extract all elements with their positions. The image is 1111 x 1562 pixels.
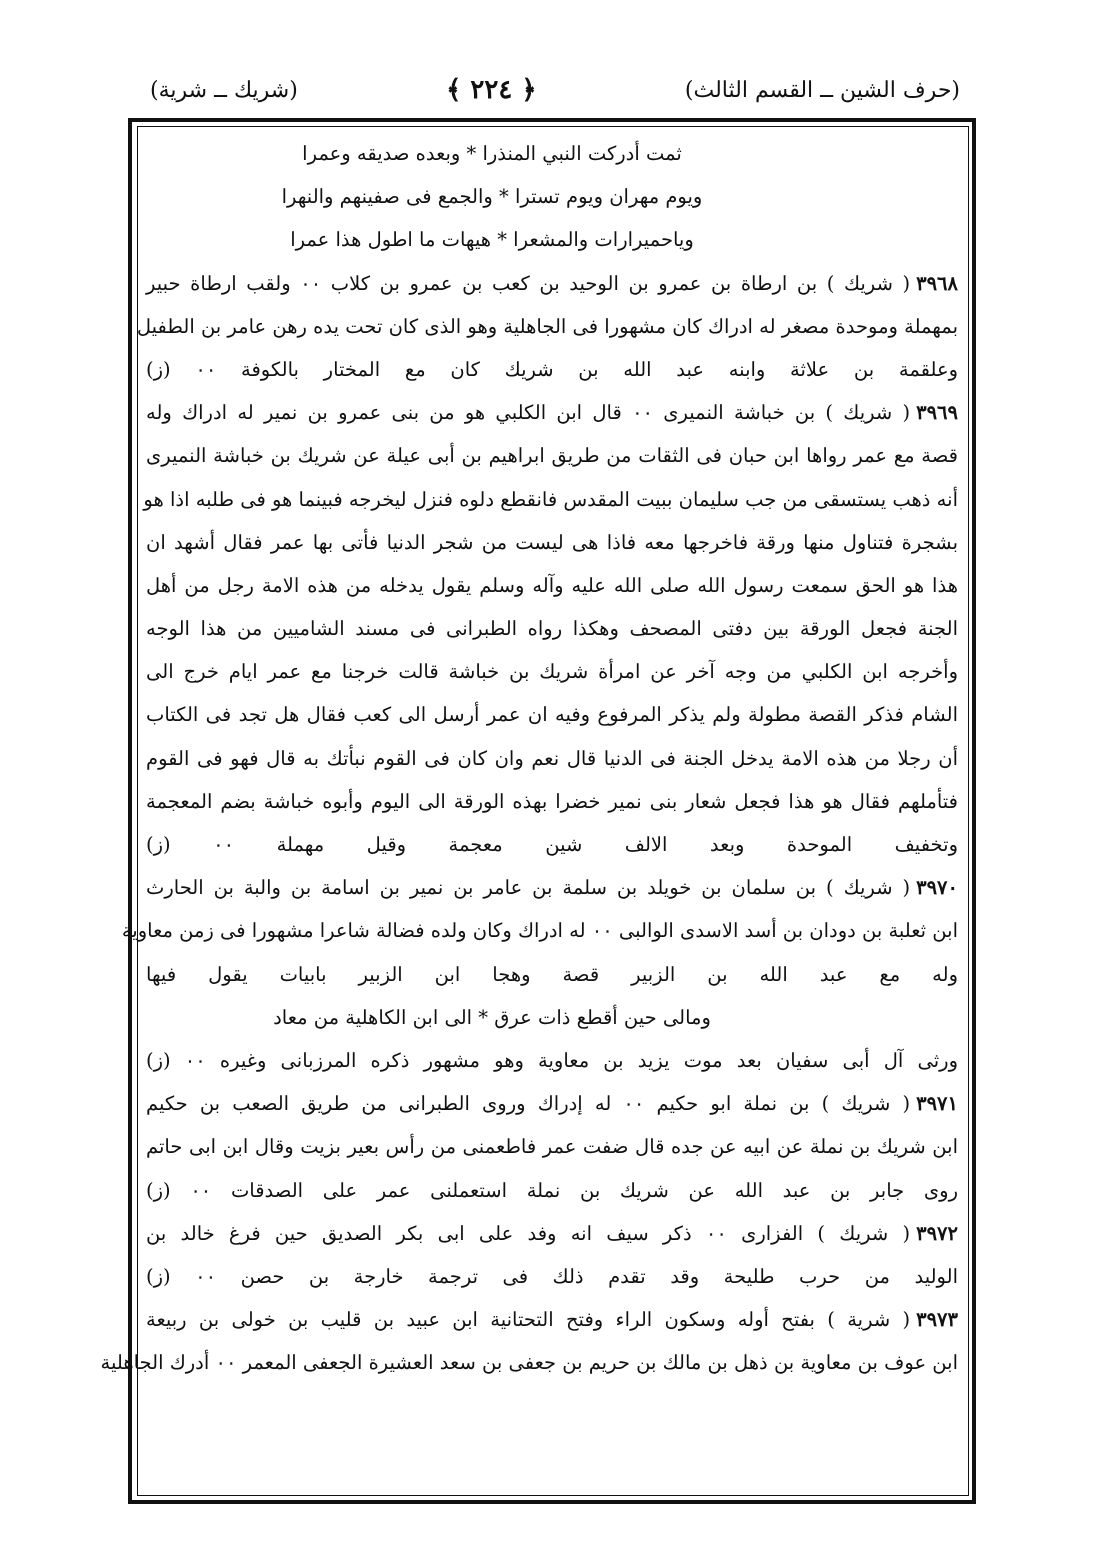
line-text: الشام فذكر القصة مطولة ولم يذكر المرفوع وفيه ان عمر أرسل الى كعب فقال هل تجد فى الكتاب	[146, 703, 958, 727]
line-text: وتخفيف الموحدة وبعد الالف شين معجمة وقيل مهملة ٠٠ (ز)	[146, 833, 958, 856]
entry-number: ٣٩٦٩	[916, 401, 959, 425]
line-text: ابن ثعلبة بن دودان بن أسد الاسدى الوالبى ٠٠ له ادراك وكان ولده فضالة شاعرا مشهورا فى زمن معاوية	[121, 919, 958, 943]
line-text: ابن شريك بن نملة عن ابيه عن جده قال ضفت عمر فاطعمنى من رأس بعير بزيت وقال ابن ابى حاتم	[146, 1135, 958, 1159]
line-text: هذا هو الحق سمعت رسول الله صلى الله عليه وآله وسلم يقول يدخله من هذه الامة رجل من أهل	[146, 573, 958, 597]
verse-line	[146, 132, 958, 175]
entry-start-line	[146, 866, 958, 909]
verse-line	[146, 218, 958, 261]
line-text: ومالى حين أقطع ذات عرق * الى ابن الكاهلية من معاد	[273, 1005, 711, 1029]
text-line	[146, 693, 958, 736]
text-line	[146, 780, 958, 823]
page-body	[100, 132, 959, 1490]
text-line	[146, 953, 958, 996]
header-entry-range: (شريك ــ شرية)	[150, 77, 298, 103]
text-line	[146, 434, 958, 477]
line-text: وأخرجه ابن الكلبي من وجه آخر عن امرأة شريك بن خباشة قالت خرجنا مع عمر ايام خرج الى	[146, 660, 958, 684]
text-line	[146, 564, 958, 607]
entry-start-line	[146, 262, 958, 305]
text-line	[146, 1255, 958, 1298]
line-text: أنه ذهب يستسقى من جب سليمان ببيت المقدس فانقطع دلوه فنزل ليخرجه فبينما هو فى طلبه اذا هو	[143, 487, 958, 511]
verse-line	[146, 175, 958, 218]
line-text: وله مع عبد الله بن الزبير قصة وهجا ابن الزبير بابيات يقول فيها	[146, 962, 958, 986]
text-line	[136, 305, 958, 348]
text-line	[100, 1341, 958, 1384]
line-text: روى جابر بن عبد الله عن شريك بن نملة استعملنى عمر على الصدقات ٠٠ (ز)	[146, 1178, 958, 1202]
text-line	[146, 1125, 958, 1168]
text-line	[146, 737, 958, 780]
page-number: ﴿ ٢٢٤ ﴾	[446, 75, 537, 105]
line-text: ثمت أدركت النبي المنذرا * وبعده صديقه وعمرا	[302, 142, 682, 165]
line-text: الوليد من حرب طليحة وقد تقدم ذلك فى ترجمة خارجة بن حصن ٠٠ (ز)	[146, 1264, 958, 1288]
line-text: ( شريك ) بن خباشة النميرى ٠٠ قال ابن الكلبي هو من بنى عمرو بن نمير له ادراك وله	[146, 401, 911, 425]
text-line	[121, 909, 958, 952]
text-line	[146, 607, 958, 650]
entry-number: ٣٩٧١	[916, 1092, 958, 1116]
text-line	[146, 650, 958, 693]
line-text: الجنة فجعل الورقة بين دفتى المصحف وهكذا رواه الطبرانى فى مسند الشاميين من هذا الوجه	[146, 617, 958, 641]
text-line	[146, 823, 958, 866]
line-text: وياحميرارات والمشعرا * هيهات ما اطول هذا عمرا	[290, 228, 694, 252]
text-line	[146, 1039, 958, 1082]
line-text: وعلقمة بن علاثة وابنه عبد الله بن شريك كان مع المختار بالكوفة ٠٠ (ز)	[146, 357, 958, 381]
text-line	[146, 348, 958, 391]
running-header	[150, 62, 960, 118]
entry-number: ٣٩٧٠	[916, 876, 958, 900]
text-line	[146, 521, 958, 564]
line-text: ( شريك ) بن سلمان بن خويلد بن سلمة بن عامر بن نمير بن اسامة بن والبة بن الحارث	[146, 876, 911, 900]
line-text: بمهملة وموحدة مصغر له ادراك كان مشهورا فى الجاهلية وهو الذى كان تحت يده رهن عامر بن الطفيل	[136, 314, 958, 338]
entry-number: ٣٩٧٢	[916, 1221, 958, 1245]
entry-start-line	[146, 391, 958, 434]
line-text: بشجرة فتناول منها ورقة فاخرجها معه فاذا هى ليست من شجر الدنيا فأتى بها عمر فقال أشهد ان	[146, 530, 958, 554]
line-text: ( شرية ) بفتح أوله وسكون الراء وفتح التحتانية ابن عبيد بن قليب بن خولى بن ربيعة	[146, 1308, 911, 1332]
line-text: ابن عوف بن معاوية بن ذهل بن مالك بن حريم بن جعفى بن سعد العشيرة الجعفى المعمر ٠٠ أدرك الجاهلية	[100, 1351, 958, 1375]
text-line	[143, 478, 958, 521]
line-text: ( شريك ) بن ارطاة بن عمرو بن الوحيد بن كعب بن عمرو بن كلاب ٠٠ ولقب ارطاة حبير	[146, 271, 911, 295]
line-text: ( شريك ) بن نملة ابو حكيم ٠٠ له إدراك وروى الطبرانى من طريق الصعب بن حكيم	[146, 1092, 911, 1116]
line-text: قصة مع عمر رواها ابن حبان فى الثقات من طريق ابراهيم بن أبى عيلة عن شريك بن خباشة النميرى	[146, 444, 958, 468]
line-text: ( شريك ) الفزارى ٠٠ ذكر سيف انه وفد على ابى بكر الصديق حين فرغ خالد بن	[146, 1221, 911, 1245]
line-text: أن رجلا من هذه الامة يدخل الجنة فى الدنيا قال نعم وان كان فى القوم نبأتك به قال فهو فى القوم	[146, 746, 958, 770]
line-text: ويوم مهران ويوم تسترا * والجمع فى صفينهم والنهرا	[281, 185, 703, 209]
line-text: فتأملهم فقال هو هذا فجعل شعار بنى نمير خضرا بهذه الورقة الى اليوم وأبوه خباشة بضم المعجمة	[146, 789, 958, 813]
entry-start-line	[146, 1082, 958, 1125]
line-text: ورثى آل أبى سفيان بعد موت يزيد بن معاوية وهو مشهور ذكره المرزبانى وغيره ٠٠ (ز)	[146, 1048, 958, 1072]
entry-start-line	[146, 1298, 958, 1341]
header-section-title: (حرف الشين ــ القسم الثالث)	[684, 77, 960, 103]
entry-number: ٣٩٧٣	[916, 1308, 958, 1332]
verse-line	[146, 996, 958, 1039]
entry-start-line	[146, 1212, 958, 1255]
text-line	[146, 1169, 958, 1212]
entry-number: ٣٩٦٨	[916, 271, 959, 295]
